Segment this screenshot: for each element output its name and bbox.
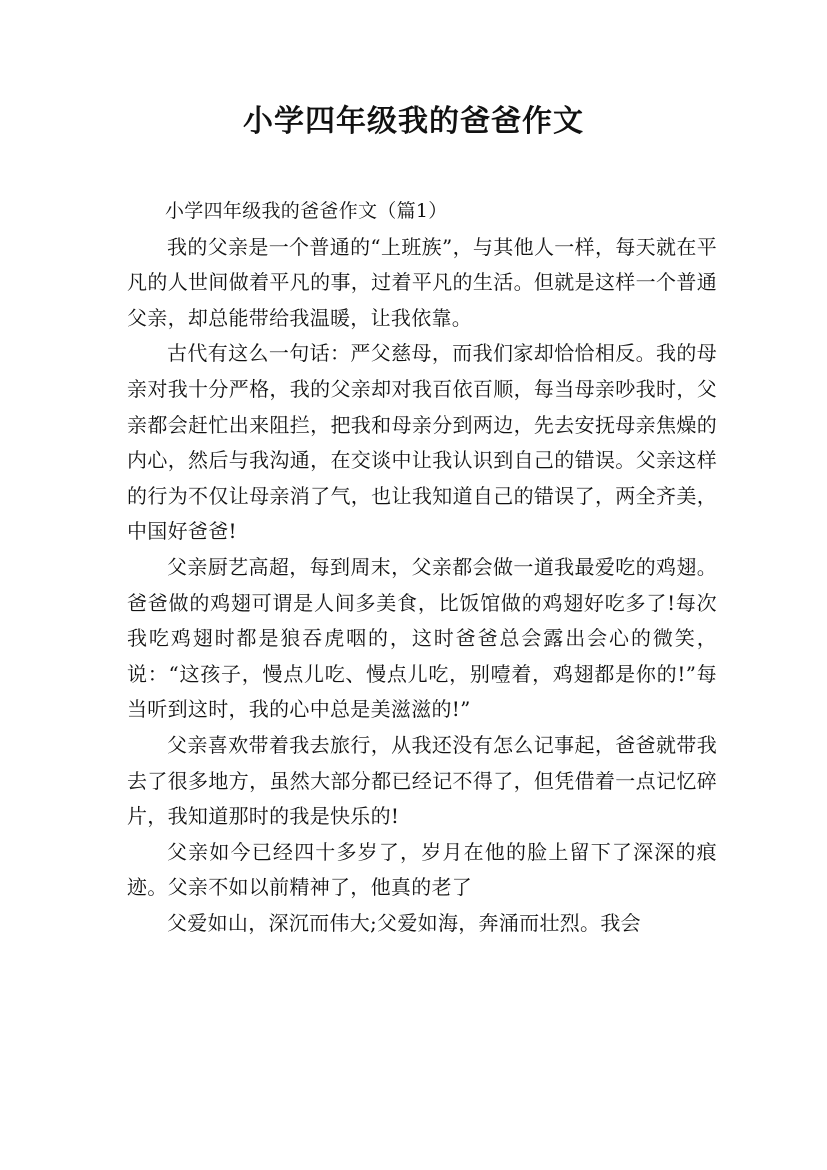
section-heading: 小学四年级我的爸爸作文（篇1） <box>165 200 448 222</box>
paragraph-6: 父爱如山，深沉而伟大;父爱如海，奔涌而壮烈。我会 <box>167 910 641 935</box>
paragraph-1: 我的父亲是一个普通的“上班族”，与其他人一样，每天就在平凡的人世间做着平凡的事，过着平凡的生活。但就是这样一个普通父亲，却总能带给我温暖，让我依靠。 <box>127 234 717 330</box>
paragraph-3: 父亲厨艺高超，每到周末，父亲都会做一道我最爱吃的鸡翅。爸爸做的鸡翅可谓是人间多美食，比饭馆做的鸡翅好吃多了!每次我吃鸡翅时都是狼吞虎咽的，这时爸爸总会露出会心的微笑，说：“这孩子，慢点儿吃、慢点儿吃，别噎着，鸡翅都是你的!”每当听到这时，我的心中总是美滋滋的!” <box>127 554 717 722</box>
paragraph-2: 古代有这么一句话：严父慈母，而我们家却恰恰相反。我的母亲对我十分严格，我的父亲却对我百依百顺，每当母亲吵我时，父亲都会赶忙出来阻拦，把我和母亲分到两边，先去安抚母亲焦燥的内心，然后与我沟通，在交谈中让我认识到自己的错误。父亲这样的行为不仅让母亲消了气，也让我知道自己的错误了，两全齐美，中国好爸爸! <box>127 341 717 544</box>
paragraph-5: 父亲如今已经四十多岁了，岁月在他的脸上留下了深深的痕迹。父亲不如以前精神了，他真的老了 <box>127 839 717 900</box>
document-body <box>127 194 717 941</box>
document-title: 小学四年级我的爸爸作文 <box>243 104 584 139</box>
paragraph-4: 父亲喜欢带着我去旅行，从我还没有怎么记事起，爸爸就带我去了很多地方，虽然大部分都已经记不得了，但凭借着一点记忆碎片，我知道那时的我是快乐的! <box>127 732 717 829</box>
